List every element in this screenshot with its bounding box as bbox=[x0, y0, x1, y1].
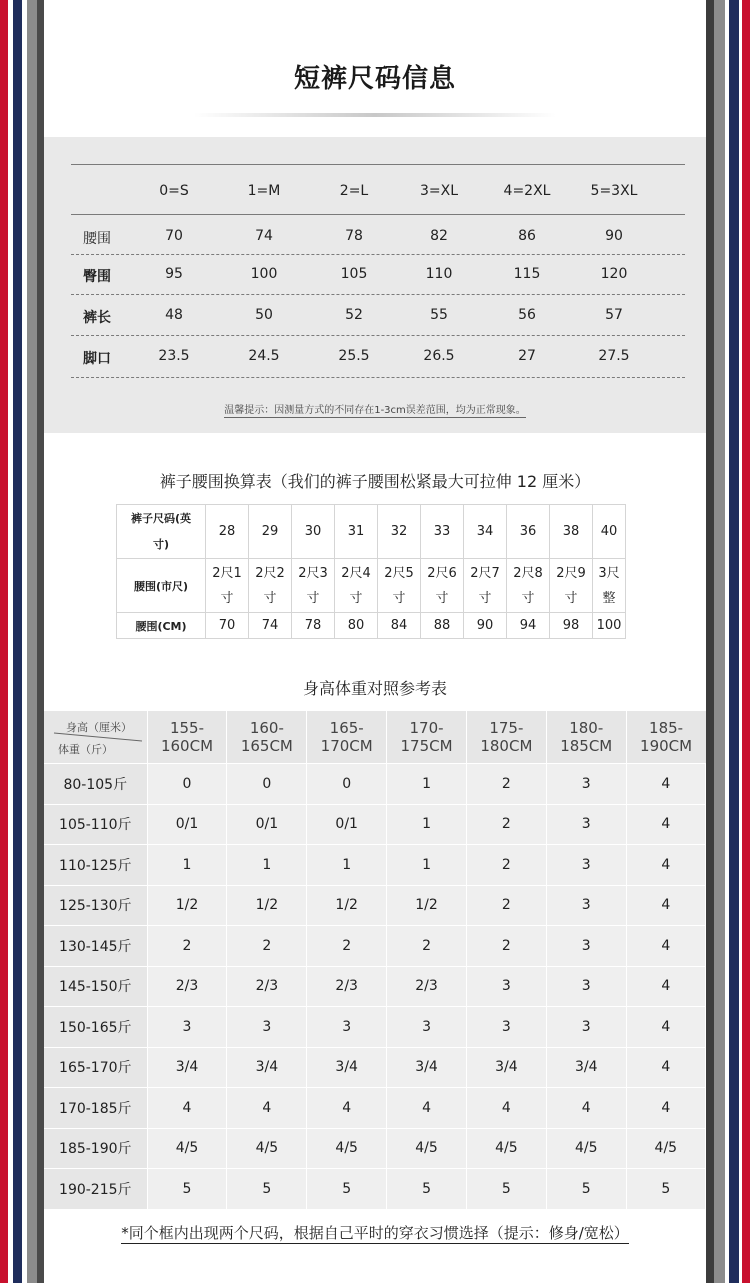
hw-cell: 1 bbox=[147, 845, 227, 886]
size-cell: 24.5 bbox=[248, 348, 280, 364]
hw-cell: 2/3 bbox=[387, 966, 467, 1007]
size-choice-note bbox=[44, 1222, 706, 1243]
hw-cell: 3/4 bbox=[387, 1047, 467, 1088]
hw-row bbox=[44, 966, 706, 1007]
divider bbox=[71, 377, 685, 378]
hw-height-header: 180-185CM bbox=[546, 711, 626, 764]
hw-cell: 3/4 bbox=[466, 1047, 546, 1088]
waist-cm-cell: 70 bbox=[206, 613, 249, 639]
waist-shichi-cell: 2尺1 寸 bbox=[206, 559, 249, 613]
hw-weight-label: 145-150斤 bbox=[44, 966, 147, 1007]
size-cell: 50 bbox=[255, 307, 273, 323]
size-header: 2=L bbox=[339, 183, 369, 199]
hw-cell: 5 bbox=[466, 1169, 546, 1210]
size-table-panel bbox=[44, 137, 706, 433]
hw-cell: 5 bbox=[546, 1169, 626, 1210]
hw-cell: 2 bbox=[466, 845, 546, 886]
size-header: 3=XL bbox=[419, 183, 459, 199]
hw-cell: 3 bbox=[147, 1007, 227, 1048]
hw-cell: 4 bbox=[626, 845, 705, 886]
hw-weight-label: 125-130斤 bbox=[44, 885, 147, 926]
waist-inch-cell: 32 bbox=[378, 505, 421, 559]
size-header: 0=S bbox=[159, 183, 189, 199]
right-stripe-red bbox=[742, 0, 750, 1283]
hw-cell: 3/4 bbox=[307, 1047, 387, 1088]
hw-row bbox=[44, 804, 706, 845]
waist-cm-cell: 74 bbox=[249, 613, 292, 639]
waist-cm-cell: 88 bbox=[421, 613, 464, 639]
hw-cell: 1/2 bbox=[227, 885, 307, 926]
size-cell: 82 bbox=[430, 228, 448, 244]
hw-cell: 4 bbox=[307, 1088, 387, 1129]
size-cell: 115 bbox=[513, 266, 541, 282]
hw-cell: 2 bbox=[307, 926, 387, 967]
size-cell: 25.5 bbox=[338, 348, 370, 364]
hw-cell: 1/2 bbox=[307, 885, 387, 926]
hw-weight-label: 105-110斤 bbox=[44, 804, 147, 845]
height-weight-table bbox=[44, 711, 706, 1210]
left-stripe-red bbox=[0, 0, 8, 1283]
hw-row bbox=[44, 1169, 706, 1210]
size-header: 5=3XL bbox=[590, 183, 638, 199]
hw-cell: 1 bbox=[387, 804, 467, 845]
size-cell: 100 bbox=[250, 266, 278, 282]
hw-cell: 4 bbox=[227, 1088, 307, 1129]
right-stripe-darkgray bbox=[706, 0, 714, 1283]
hw-cell: 3 bbox=[546, 966, 626, 1007]
hw-cell: 4 bbox=[626, 1047, 705, 1088]
hw-cell: 5 bbox=[307, 1169, 387, 1210]
content-area bbox=[44, 0, 706, 1283]
waist-inch-cell: 30 bbox=[292, 505, 335, 559]
hw-cell: 3 bbox=[546, 845, 626, 886]
size-cell: 105 bbox=[340, 266, 368, 282]
divider bbox=[71, 335, 685, 336]
hw-cell: 4 bbox=[466, 1088, 546, 1129]
waist-table-title: 裤子腰围换算表（我们的裤子腰围松紧最大可拉伸 12 厘米） bbox=[159, 472, 591, 491]
hw-row bbox=[44, 845, 706, 886]
hw-cell: 4 bbox=[626, 1007, 705, 1048]
hw-cell: 2/3 bbox=[307, 966, 387, 1007]
left-stripe-darkgray bbox=[37, 0, 44, 1283]
hw-corner-cell bbox=[44, 711, 147, 764]
hw-cell: 4 bbox=[546, 1088, 626, 1129]
hw-cell: 3 bbox=[466, 1007, 546, 1048]
hw-cell: 4/5 bbox=[626, 1128, 705, 1169]
size-cell: 78 bbox=[345, 228, 363, 244]
size-cell: 74 bbox=[255, 228, 273, 244]
size-cell: 26.5 bbox=[423, 348, 455, 364]
hw-row bbox=[44, 1047, 706, 1088]
hw-height-header: 165-170CM bbox=[307, 711, 387, 764]
hw-row bbox=[44, 926, 706, 967]
hw-cell: 5 bbox=[147, 1169, 227, 1210]
hw-row bbox=[44, 764, 706, 805]
size-cell: 52 bbox=[345, 307, 363, 323]
hw-cell: 3 bbox=[546, 1007, 626, 1048]
hw-cell: 3 bbox=[466, 966, 546, 1007]
measurement-tip bbox=[44, 401, 706, 416]
hw-cell: 4 bbox=[626, 966, 705, 1007]
hw-cell: 3/4 bbox=[546, 1047, 626, 1088]
size-cell: 90 bbox=[605, 228, 623, 244]
waist-cm-cell: 100 bbox=[593, 613, 626, 639]
waist-shichi-cell: 2尺7 寸 bbox=[464, 559, 507, 613]
size-cell: 48 bbox=[165, 307, 183, 323]
hw-cell: 0 bbox=[227, 764, 307, 805]
hw-cell: 4/5 bbox=[546, 1128, 626, 1169]
size-cell: 95 bbox=[165, 266, 183, 282]
divider-top bbox=[71, 164, 685, 165]
hw-cell: 4 bbox=[626, 885, 705, 926]
hw-cell: 4/5 bbox=[227, 1128, 307, 1169]
size-cell: 57 bbox=[605, 307, 623, 323]
right-stripe-navy bbox=[729, 0, 739, 1283]
waist-inch-cell: 28 bbox=[206, 505, 249, 559]
size-choice-note-text: *同个框内出现两个尺码，根据自己平时的穿衣习惯选择（提示：修身/宽松） bbox=[121, 1224, 629, 1242]
hw-cell: 2/3 bbox=[147, 966, 227, 1007]
hw-weight-label: 170-185斤 bbox=[44, 1088, 147, 1129]
hw-cell: 2 bbox=[466, 885, 546, 926]
hw-weight-label: 165-170斤 bbox=[44, 1047, 147, 1088]
hw-cell: 0 bbox=[147, 764, 227, 805]
waist-cm-cell: 78 bbox=[292, 613, 335, 639]
right-stripe-gray bbox=[714, 0, 725, 1283]
size-header: 4=2XL bbox=[503, 183, 551, 199]
hw-cell: 4 bbox=[626, 764, 705, 805]
hw-weight-label: 110-125斤 bbox=[44, 845, 147, 886]
row-label-hem: 脚口 bbox=[83, 351, 111, 367]
waist-inch-cell: 29 bbox=[249, 505, 292, 559]
hw-cell: 4 bbox=[626, 926, 705, 967]
hw-cell: 0/1 bbox=[227, 804, 307, 845]
size-cell: 70 bbox=[165, 228, 183, 244]
row-label-waist: 腰围 bbox=[83, 231, 111, 247]
hw-cell: 3/4 bbox=[227, 1047, 307, 1088]
waist-inch-cell: 40 bbox=[593, 505, 626, 559]
corner-weight-label: 体重（斤） bbox=[58, 743, 113, 756]
size-cell: 27 bbox=[518, 348, 536, 364]
hw-cell: 3 bbox=[546, 804, 626, 845]
hw-cell: 4/5 bbox=[387, 1128, 467, 1169]
hw-cell: 4/5 bbox=[307, 1128, 387, 1169]
page-title: 短裤尺码信息 bbox=[293, 64, 456, 94]
left-stripe-gray bbox=[27, 0, 37, 1283]
hw-cell: 2 bbox=[466, 764, 546, 805]
waist-shichi-cell: 2尺5 寸 bbox=[378, 559, 421, 613]
row-label-length: 裤长 bbox=[83, 310, 111, 326]
hw-cell: 3 bbox=[546, 885, 626, 926]
hw-table-title: 身高体重对照参考表 bbox=[302, 679, 447, 698]
hw-cell: 1/2 bbox=[147, 885, 227, 926]
hw-cell: 1 bbox=[387, 764, 467, 805]
hw-cell: 0/1 bbox=[147, 804, 227, 845]
size-cell: 56 bbox=[518, 307, 536, 323]
hw-row bbox=[44, 1007, 706, 1048]
size-cell: 55 bbox=[430, 307, 448, 323]
hw-cell: 1/2 bbox=[387, 885, 467, 926]
hw-row bbox=[44, 885, 706, 926]
size-cell: 86 bbox=[518, 228, 536, 244]
waist-shichi-cell: 2尺6 寸 bbox=[421, 559, 464, 613]
waist-inch-cell: 34 bbox=[464, 505, 507, 559]
hw-cell: 2 bbox=[147, 926, 227, 967]
hw-cell: 2 bbox=[466, 804, 546, 845]
waist-row-label-cm: 腰围(CM) bbox=[117, 613, 206, 639]
waist-row-label-inch: 裤子尺码(英 寸) bbox=[117, 505, 206, 559]
hw-cell: 5 bbox=[227, 1169, 307, 1210]
hw-cell: 1 bbox=[227, 845, 307, 886]
waist-conversion-table bbox=[116, 504, 626, 639]
title-divider bbox=[194, 113, 556, 117]
hw-height-header: 185-190CM bbox=[626, 711, 705, 764]
waist-cm-cell: 80 bbox=[335, 613, 378, 639]
hw-height-header: 170-175CM bbox=[387, 711, 467, 764]
size-cell: 110 bbox=[425, 266, 453, 282]
hw-cell: 3 bbox=[387, 1007, 467, 1048]
size-cell: 27.5 bbox=[598, 348, 630, 364]
hw-height-header: 160-165CM bbox=[227, 711, 307, 764]
waist-cm-cell: 84 bbox=[378, 613, 421, 639]
hw-cell: 2 bbox=[466, 926, 546, 967]
hw-weight-label: 80-105斤 bbox=[44, 764, 147, 805]
waist-shichi-cell: 2尺8 寸 bbox=[507, 559, 550, 613]
hw-cell: 1 bbox=[307, 845, 387, 886]
waist-shichi-cell: 3尺 整 bbox=[593, 559, 626, 613]
hw-cell: 4/5 bbox=[147, 1128, 227, 1169]
size-cell: 120 bbox=[600, 266, 628, 282]
hw-cell: 3 bbox=[546, 926, 626, 967]
hw-cell: 3 bbox=[227, 1007, 307, 1048]
waist-cm-cell: 98 bbox=[550, 613, 593, 639]
hw-weight-label: 150-165斤 bbox=[44, 1007, 147, 1048]
waist-cm-cell: 90 bbox=[464, 613, 507, 639]
waist-shichi-cell: 2尺4 寸 bbox=[335, 559, 378, 613]
waist-shichi-cell: 2尺2 寸 bbox=[249, 559, 292, 613]
hw-cell: 3/4 bbox=[147, 1047, 227, 1088]
waist-row-label-shichi: 腰围(市尺) bbox=[117, 559, 206, 613]
hw-weight-label: 130-145斤 bbox=[44, 926, 147, 967]
waist-inch-cell: 36 bbox=[507, 505, 550, 559]
waist-inch-cell: 33 bbox=[421, 505, 464, 559]
hw-cell: 4 bbox=[147, 1088, 227, 1129]
hw-row bbox=[44, 1088, 706, 1129]
hw-cell: 2 bbox=[227, 926, 307, 967]
hw-row bbox=[44, 1128, 706, 1169]
hw-cell: 4 bbox=[626, 1088, 705, 1129]
hw-cell: 4 bbox=[387, 1088, 467, 1129]
hw-cell: 4 bbox=[626, 804, 705, 845]
divider bbox=[71, 254, 685, 255]
corner-height-label: 身高（厘米） bbox=[66, 721, 132, 734]
hw-cell: 2 bbox=[387, 926, 467, 967]
size-cell: 23.5 bbox=[158, 348, 190, 364]
measurement-tip-text: 温馨提示：因测量方式的不同存在1-3cm误差范围，均为正常现象。 bbox=[224, 405, 526, 416]
left-stripe-navy bbox=[13, 0, 22, 1283]
size-header: 1=M bbox=[247, 183, 281, 199]
row-label-hip: 臀围 bbox=[83, 269, 111, 285]
hw-height-header: 155-160CM bbox=[147, 711, 227, 764]
hw-cell: 0 bbox=[307, 764, 387, 805]
hw-cell: 1 bbox=[387, 845, 467, 886]
hw-height-header: 175-180CM bbox=[466, 711, 546, 764]
hw-cell: 3 bbox=[546, 764, 626, 805]
hw-cell: 0/1 bbox=[307, 804, 387, 845]
hw-cell: 5 bbox=[626, 1169, 705, 1210]
hw-cell: 2/3 bbox=[227, 966, 307, 1007]
divider-header bbox=[71, 214, 685, 215]
hw-cell: 5 bbox=[387, 1169, 467, 1210]
hw-cell: 4/5 bbox=[466, 1128, 546, 1169]
hw-cell: 3 bbox=[307, 1007, 387, 1048]
divider bbox=[71, 294, 685, 295]
waist-inch-cell: 38 bbox=[550, 505, 593, 559]
hw-weight-label: 190-215斤 bbox=[44, 1169, 147, 1210]
waist-inch-cell: 31 bbox=[335, 505, 378, 559]
hw-weight-label: 185-190斤 bbox=[44, 1128, 147, 1169]
waist-shichi-cell: 2尺9 寸 bbox=[550, 559, 593, 613]
waist-shichi-cell: 2尺3 寸 bbox=[292, 559, 335, 613]
waist-cm-cell: 94 bbox=[507, 613, 550, 639]
